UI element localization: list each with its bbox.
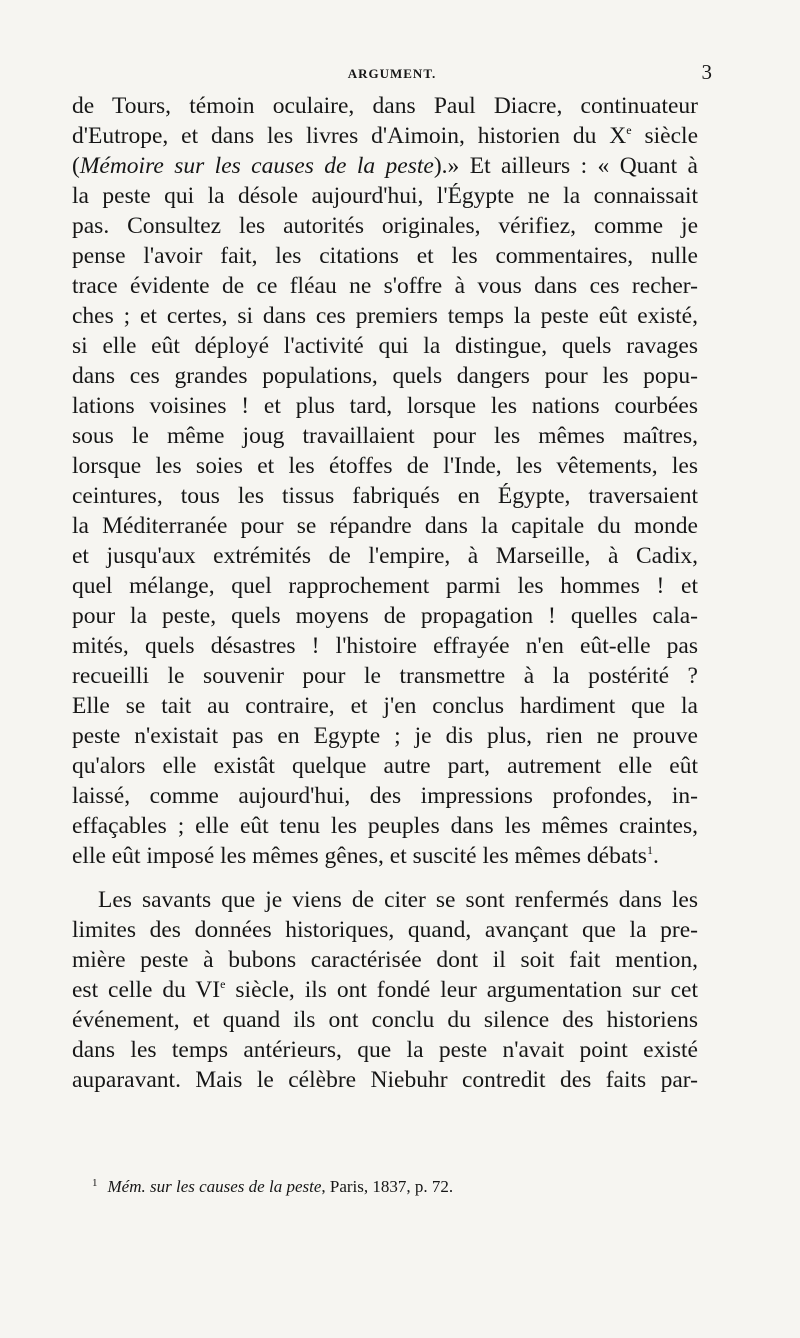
text-line: auparavant. Mais le célèbre Niebuhr contredit des faits par- xyxy=(72,1067,698,1093)
text-line: événement, et quand ils ont conclu du silence des historiens xyxy=(72,1007,698,1033)
text-line: pense l'avoir fait, les citations et les commentaires, nulle xyxy=(72,243,698,269)
superscript: e xyxy=(626,123,632,137)
body-text xyxy=(72,91,698,1095)
footnote-mark: 1 xyxy=(92,1177,98,1189)
text-line: la Méditerranée pour se répandre dans la capitale du monde xyxy=(72,513,698,539)
footnote xyxy=(72,1170,698,1200)
text-line: pour la peste, quels moyens de propagation ! quelles cala- xyxy=(72,603,698,629)
text-line: laissé, comme aujourd'hui, des impressions profondes, in- xyxy=(72,783,698,809)
footnote-citation: , Paris, 1837, p. 72. xyxy=(321,1177,454,1196)
text-line: la peste qui la désole aujourd'hui, l'Égypte ne la connaissait xyxy=(72,183,698,209)
text-line: effaçables ; elle eût tenu les peuples dans les mêmes craintes, xyxy=(72,813,698,839)
running-title: ARGUMENT. xyxy=(347,66,437,81)
text-line: qu'alors elle existât quelque autre part, autrement elle eût xyxy=(72,753,698,779)
text-line: lations voisines ! et plus tard, lorsque les nations courbées xyxy=(72,393,698,419)
text-line: ches ; et certes, si dans ces premiers temps la peste eût existé, xyxy=(72,303,698,329)
text-line: si elle eût déployé l'activité qui la distingue, quels ravages xyxy=(72,333,698,359)
text-line: (Mémoire sur les causes de la peste).» Et ailleurs : « Quant à xyxy=(72,153,698,179)
text-line: dans les temps antérieurs, que la peste n'avait point existé xyxy=(72,1037,698,1063)
footnote-area xyxy=(72,1170,698,1200)
running-head xyxy=(72,60,712,84)
text-line: limites des données historiques, quand, avançant que la pre- xyxy=(72,917,698,943)
text-line: mités, quels désastres ! l'histoire effrayée n'en eût-elle pas xyxy=(72,633,698,659)
footnote-ref: 1 xyxy=(646,843,653,857)
text-line: lorsque les soies et les étoffes de l'Inde, les vêtements, les xyxy=(72,453,698,479)
text-line: est celle du VIe siècle, ils ont fondé leur argumentation sur cet xyxy=(72,977,698,1003)
page-number: 3 xyxy=(701,60,712,84)
text-line: peste n'existait pas en Egypte ; je dis plus, rien ne prouve xyxy=(72,723,698,749)
text-line: quel mélange, quel rapprochement parmi les hommes ! et xyxy=(72,573,698,599)
text-line: Elle se tait au contraire, et j'en conclus hardiment que la xyxy=(72,693,698,719)
paragraph-gap xyxy=(72,871,698,885)
text-line: sous le même joug travaillaient pour les mêmes maîtres, xyxy=(72,423,698,449)
superscript: e xyxy=(220,977,226,991)
text-line: trace évidente de ce fléau ne s'offre à vous dans ces recher- xyxy=(72,273,698,299)
text-line: mière peste à bubons caractérisée dont il soit fait mention, xyxy=(72,947,698,973)
text-line: elle eût imposé les mêmes gênes, et suscité les mêmes débats$^1$. xyxy=(72,843,659,869)
italic-title: Mémoire sur les causes de la peste xyxy=(79,153,434,179)
text-line: ceintures, tous les tissus fabriqués en Égypte, traversaient xyxy=(72,483,698,509)
text-line: et jusqu'aux extrémités de l'empire, à Marseille, à Cadix, xyxy=(72,543,698,569)
text-line: d'Eutrope, et dans les livres d'Aimoin, historien du Xe siècle xyxy=(72,123,698,149)
text-line: dans ces grandes populations, quels dangers pour les popu- xyxy=(72,363,698,389)
text-line: pas. Consultez les autorités originales, vérifiez, comme je xyxy=(72,213,698,239)
text-line: Les savants que je viens de citer se sont renfermés dans les xyxy=(98,887,698,913)
text-line: de Tours, témoin oculaire, dans Paul Diacre, continuateur xyxy=(72,93,698,119)
footnote-title: Mém. sur les causes de la peste xyxy=(107,1177,322,1196)
text-line: recueilli le souvenir pour le transmettre à la postérité ? xyxy=(72,663,698,689)
